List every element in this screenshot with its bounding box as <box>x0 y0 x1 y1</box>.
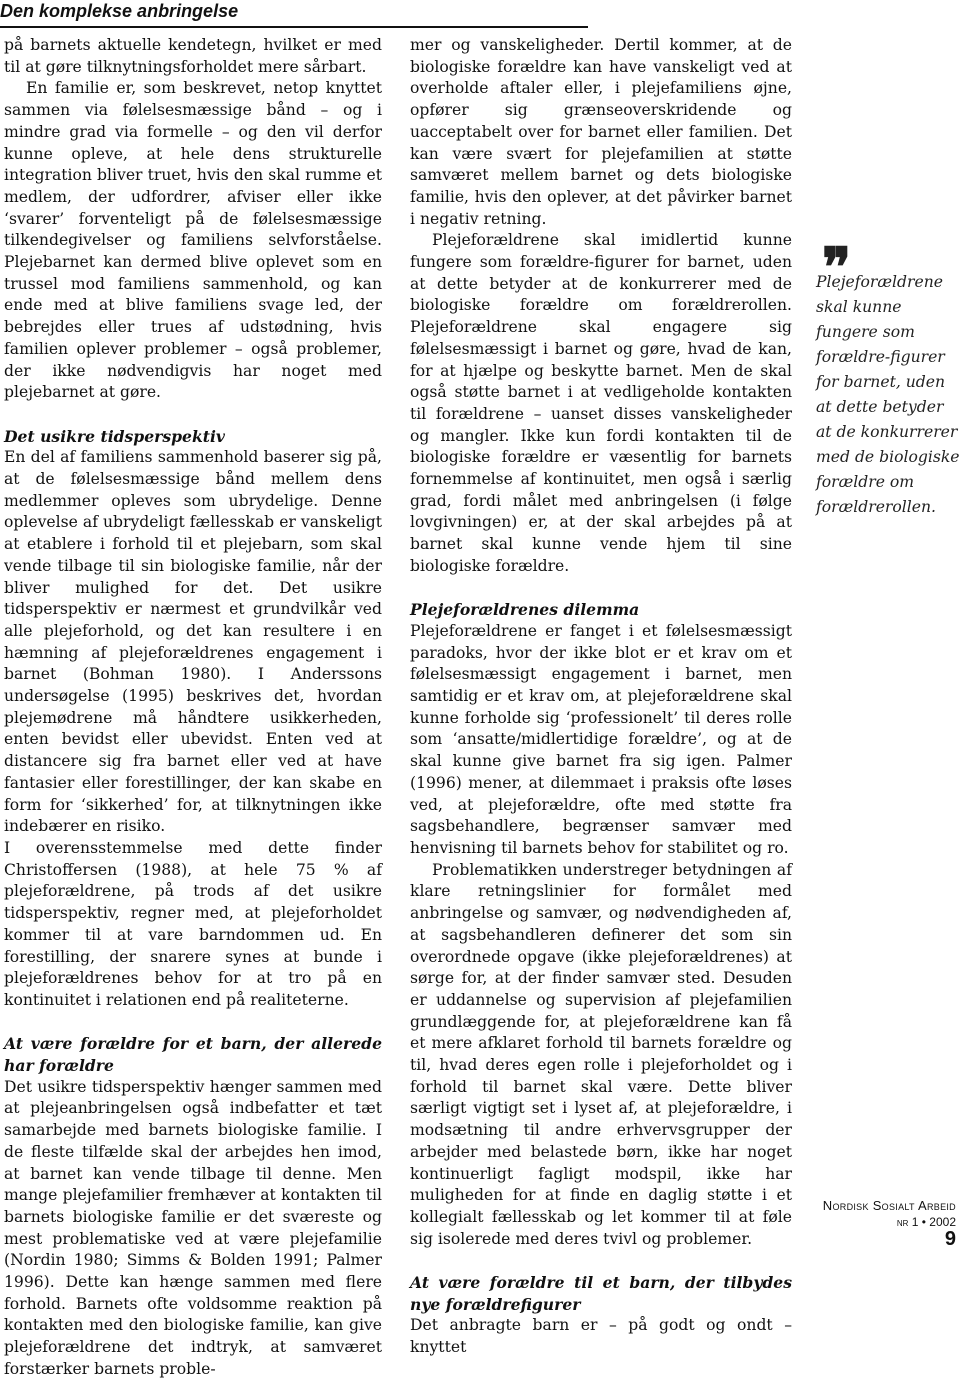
pull-quote-line: fungere som <box>816 323 915 341</box>
pull-quote-line: at de konkurrerer <box>816 423 958 441</box>
pull-quote-line: Plejeforældrene <box>816 273 943 291</box>
pull-quote <box>816 270 960 520</box>
section-heading: At være forældre til et barn, der tilbydes nye forældrefigurer <box>410 1273 792 1314</box>
paragraph: Det anbragte barn er – på godt og ondt – knyttet <box>410 1316 792 1357</box>
paragraph: En del af familiens sammenhold baserer sig på, at de følelsesmæssige bånd mellem dens medlemmer opleves som ubrydelige. Denne oplevelse af ubrydeligt fællesskab er vanskeligt at etablere i forhold til et plejebarn, som skal vende tilbage til sin biologiske familie, når der bliver mulighed for det. Det usikre tidsperspektiv er nærmest et grundvilkår ved alle plejeforhold, og det kan resultere i en hæmning af plejeforældrenes engagement i barnet (Bohman 1980). I Anderssons undersøgelse (1995) beskrives det, hvordan plejemødrene må håndtere usikkerheden, enten bevidst eller ubevidst. Enten ved at distancere sig fra barnet eller ved at have fantasier eller forestillinger, der kan skabe en form for ‘sikkerhed’ for, at tilknytningen ikke indebærer en risiko. <box>4 448 382 836</box>
quote-mark-icon: ❞ <box>822 235 852 299</box>
column-middle <box>410 35 792 1359</box>
column-left <box>4 35 382 1381</box>
paragraph: Plejeforældrene skal imidlertid kunne fungere som forældre-figurer for barnet, uden at dette betyder at de konkurrerer med de biologiske forældre om forældrerollen. Plejeforældrene skal engagere sig følelsesmæssigt i barnet og gøre, hvad de kan, for at hjælpe og beskytte barnet. Men de skal også støtte barnet i at vedligeholde kontakten til forældrene – uanset disses vanskeligheder og mangler. Ikke kun fordi kontakten til de biologiske forældre er væsentlig for barnets fornemmelse af kontinuitet, men også i særlig grad, fordi målet med anbringelsen (i følge lovgivningen) er, at der skal arbejdes på at barnet skal kunne vende hjem til sine biologiske forældre. <box>410 231 792 575</box>
section-heading: At være forældre for et barn, der allerede har forældre <box>4 1034 382 1076</box>
journal-name: Nordisk Sosialt Arbeid <box>822 1198 956 1213</box>
pull-quote-line: forældrerollen. <box>816 498 936 516</box>
header-rule <box>0 26 588 28</box>
section-heading: Plejeforældrenes dilemma <box>410 600 640 620</box>
section-heading: Det usikre tidsperspektiv <box>4 426 225 446</box>
paragraph: mer og vanskeligheder. Dertil kommer, at de biologiske forældre kan have vanskeligt ved at overholde aftaler eller, i plejefamiliens øjne, opfører sig grænseoverskridende og uacceptabelt over for barnet eller familien. Det kan være svært for plejefamilien at støtte samværet mellem barnet og dets biologiske familie, hvis den oplever, at det påvirker barnet i negativ retning. <box>410 36 792 228</box>
paragraph: Det usikre tidsperspektiv hænger sammen med at plejeanbringelsen også indbefatter et tæt samarbejde med barnets biologiske familie. I de fleste tilfælde skal der arbejdes hen imod, at barnet kan vende tilbage til denne. Men mange plejefamilier fremhæver at kontakten til barnets biologiske familie er det sværeste og mest problematiske ved at være plejefamilie (Nordin 1980; Simms & Bolden 1991; Palmer 1996). Dette kan hænge sammen med flere forhold. Barnets ofte voldsomme reaktion på kontakten med den biologiske familie, kan give plejeforældrene det indtryk, at samværet forstærker barnets proble- <box>4 1077 382 1378</box>
paragraph: En familie er, som beskrevet, netop knyttet sammen via følelsesmæssige bånd – og i mindre grad via formelle – og den vil derfor kunne opleve, at hele dens strukturelle integration bliver truet, hvis den skal rumme et medlem, der udfordrer, afviser eller ikke ‘svarer’ forventeligt på de følelsesmæssige tilkendegivelser og familiens selvforståelse. Plejebarnet kan dermed blive oplevet som en trussel mod familiens sammenhold, og kan ende med at blive familiens svage led, der bebrejdes eller trues af udstødning, hvis familien oplever problemer – også problemer, der ikke nødvendigvis har noget med plejebarnet at gøre. <box>4 79 382 402</box>
paragraph: Plejeforældrene er fanget i et følelsesmæssigt paradoks, hvor der ikke blot er et krav om et følelsesmæssigt engagement i barnet, men samtidig er et krav om, at plejeforældrene skal kunne forholde sig ‘professionelt’ til deres rolle som ‘ansatte/midlertidige forældre’, og at de skal kunne give barnet fra sig igen. Palmer (1996) mener, at dilemmaet i praksis ofte løses ved, at plejeforældre, ofte med støtte fra sagsbehandlere, begrænser samvær med henvisning til barnets behov for stabilitet og ro. <box>410 621 792 857</box>
pull-quote-line: med de biologiske <box>816 448 960 466</box>
paragraph: I overensstemmelse med dette finder Christoffersen (1988), at hele 75 % af plejeforældrene, på trods af det usikre tidsperspektiv, regner med, at plejeforholdet kommer til at vare barndommen ud. En forestilling, der snarere synes at bunde i plejeforældrenes behov for at tro på en kontinuitet i relationen end på realiteterne. <box>4 839 382 1009</box>
paragraph: på barnets aktuelle kendetegn, hvilket er med til at gøre tilknytningsforholdet mere sårbart. <box>4 36 382 76</box>
pull-quote-line: skal kunne <box>816 298 902 316</box>
pull-quote-line: for barnet, uden <box>816 373 946 391</box>
issue-number: nr 1 • 2002 <box>896 1215 956 1229</box>
running-header: Den komplekse anbringelse <box>0 1 239 21</box>
paragraph: Problematikken understreger betydningen af klare retningslinier for formålet med anbringelse og samvær, og nødvendigheden af, at sagsbehandleren definerer det som sin overordnede opgave (ikke plejeforældrenes) at sørge for, at der finder samvær sted. Desuden er uddannelse og supervision af plejefamilien grundlæggende for, at plejeforældrene kan få et mere afklaret forhold til barnets forældre og til, hvad deres egen rolle i plejeforholdet og i forhold til barnet skal være. Dette bliver særligt vigtigt set i lyset af, at plejeforældre, i modsætning til andre erhvervsgrupper der arbejder med belastede børn, ikke har noget kontinuerligt fagligt modspil, ikke har muligheden for at finde en daglig støtte i et kollegialt fællesskab og let kommer til at føle sig isolerede med deres tvivl og problemer. <box>410 860 792 1248</box>
pull-quote-line: at dette betyder <box>816 398 944 416</box>
page-number: 9 <box>944 1228 956 1250</box>
pull-quote-line: forældre om <box>816 473 915 491</box>
pull-quote-line: forældre-figurer <box>816 348 945 366</box>
